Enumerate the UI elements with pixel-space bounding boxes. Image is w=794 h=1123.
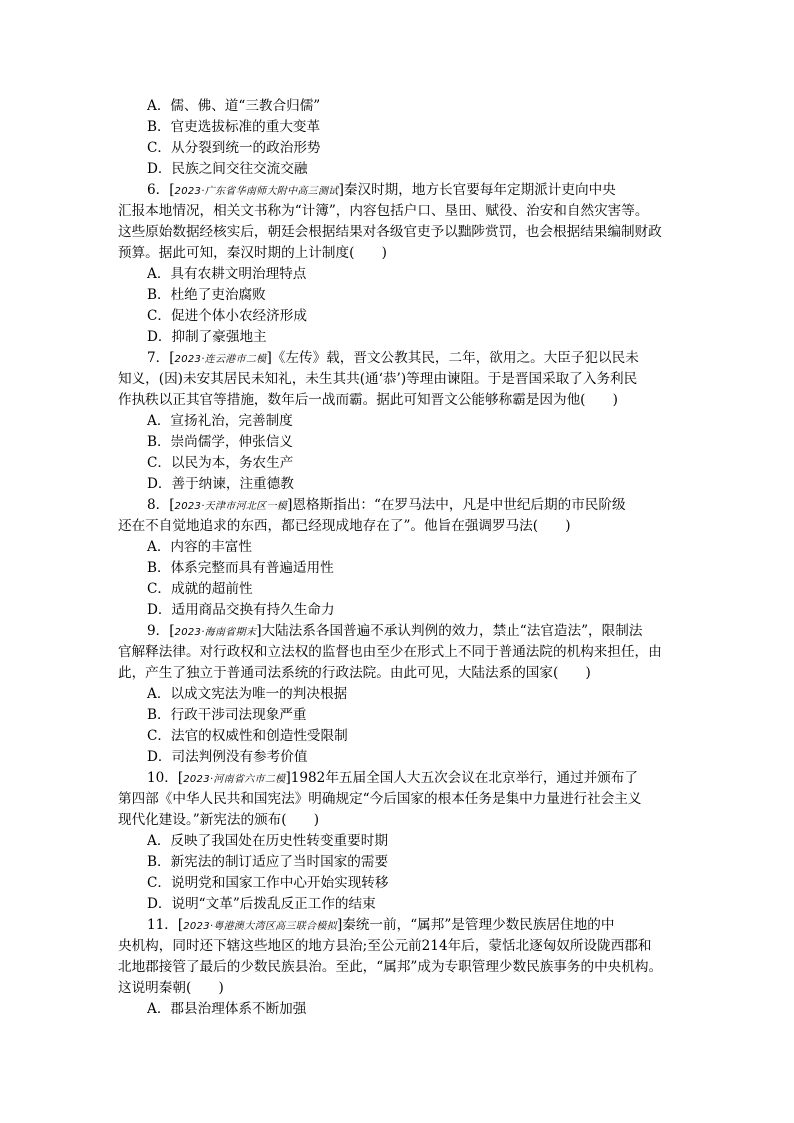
question-number: 8．[ <box>147 497 175 513</box>
option-a: A．具有农耕文明治理特点 <box>147 266 307 282</box>
question-10-line: 第四部《中华人民共和国宪法》明确规定“今后国家的根本任务是集中力量进行社会主义 <box>118 791 642 807</box>
question-source: 2023·粤港澳大湾区高三联合模拟 <box>183 921 337 932</box>
question-source: 2023·广东省华南师大附中高三测试 <box>174 186 339 197</box>
question-6-stem <box>147 180 616 202</box>
question-9-line: 此，产生了独立于普通司法系统的行政法院。由此可见，大陆法系的国家( ) <box>118 665 591 681</box>
option-c: C．从分裂到统一的政治形势 <box>147 140 321 156</box>
option-a: A．宣扬礼治，完善制度 <box>147 413 293 429</box>
option-a: A．内容的丰富性 <box>147 539 252 555</box>
question-7-stem <box>147 348 639 370</box>
option-b: B．体系完整而具有普遍适用性 <box>147 560 334 576</box>
question-6-line: 预算。据此可知，秦汉时期的上计制度( ) <box>118 245 387 261</box>
question-10-line: 现代化建设。”新宪法的颁布( ) <box>118 812 320 828</box>
option-b: B．杜绝了吏治腐败 <box>147 287 266 303</box>
option-d: D．民族之间交往交流交融 <box>147 161 308 177</box>
option-c: C．成就的超前性 <box>147 581 253 597</box>
option-a: A．儒、佛、道“三教合归儒” <box>147 98 321 114</box>
question-text: ]恩格斯指出：“在罗马法中，凡是中世纪后期的市民阶级 <box>287 497 626 513</box>
option-a: A．反映了我国处在历史性转变重要时期 <box>147 833 388 849</box>
option-b: B．新宪法的制订适应了当时国家的需要 <box>147 854 389 870</box>
option-b: B．崇尚儒学，伸张信义 <box>147 434 293 450</box>
question-source: 2023·天津市河北区一模 <box>174 501 288 512</box>
option-c: C．说明党和国家工作中心开始实现转移 <box>147 875 389 891</box>
question-7-line: 作执秩以正其官等措施，数年后一战而霸。据此可知晋文公能够称霸是因为他( ) <box>118 392 618 408</box>
question-11-line: 北地郡接管了最后的少数民族县治。至此，“属邦”成为专职管理少数民族事务的中央机构。 <box>118 959 663 975</box>
option-d: D．司法判例没有参考价值 <box>147 749 308 765</box>
question-9-stem <box>147 621 642 643</box>
question-6-line: 汇报本地情况，相关文书称为“计簿”，内容包括户口、垦田、赋役、治安和自然灾害等。 <box>118 203 649 219</box>
option-d: D．抑制了豪强地主 <box>147 329 267 345</box>
option-b: B．官吏选拔标准的重大变革 <box>147 119 321 135</box>
question-11-line: 央机构，同时还下辖这些地区的地方县治;至公元前214年后，蒙恬北逐匈奴所设陇西郡和 <box>118 938 652 954</box>
question-source: 2023·河南省六市二模 <box>183 774 286 785</box>
question-number: 6．[ <box>147 182 175 198</box>
question-source: 2023·海南省期末 <box>174 627 257 638</box>
question-text: ]1982年五届全国人大五次会议在北京举行，通过并颁布了 <box>285 770 638 786</box>
question-11-line: 这说明秦朝( ) <box>118 980 224 996</box>
option-a: A．郡县治理体系不断加强 <box>147 1001 307 1017</box>
option-a: A．以成文宪法为唯一的判决根据 <box>147 686 348 702</box>
question-text: ]秦汉时期，地方长官要每年定期派计吏向中央 <box>338 182 616 198</box>
question-text: ]秦统一前，“属邦”是管理少数民族居住地的中 <box>336 917 615 933</box>
question-number: 7．[ <box>147 350 175 366</box>
option-c: C．以民为本，务农生产 <box>147 455 294 471</box>
question-10-stem <box>147 768 638 790</box>
question-number: 10．[ <box>147 770 184 786</box>
question-source: 2023·连云港市二模 <box>174 354 267 365</box>
option-d: D．说明“文革”后拨乱反正工作的结束 <box>147 896 376 912</box>
option-d: D．善于纳谏，注重德教 <box>147 476 294 492</box>
question-7-line: 知义，(因)未安其居民未知礼，未生其共(通‘恭’)等理由谏阻。于是晋国采取了入务利民 <box>118 371 638 387</box>
option-d: D．适用商品交换有持久生命力 <box>147 602 335 618</box>
question-8-stem <box>147 495 626 517</box>
option-c: C．法官的权威性和创造性受限制 <box>147 728 348 744</box>
question-text: ]《左传》载，晋文公教其民，二年，欲用之。大臣子犯以民未 <box>266 350 639 366</box>
question-8-line: 还在不自觉地追求的东西，都已经现成地存在了”。他旨在强调罗马法( ) <box>118 518 571 534</box>
question-number: 9．[ <box>147 623 175 639</box>
question-number: 11．[ <box>147 917 184 933</box>
option-c: C．促进个体小农经济形成 <box>147 308 307 324</box>
question-11-stem <box>147 915 614 937</box>
question-9-line: 官解释法律。对行政权和立法权的监督也由至少在形式上不同于普通法院的机构来担任，由 <box>118 644 662 660</box>
option-b: B．行政干涉司法现象严重 <box>147 707 307 723</box>
question-text: ]大陆法系各国普遍不承认判例的效力，禁止“法官造法”，限制法 <box>256 623 643 639</box>
question-6-line: 这些原始数据经核实后，朝廷会根据结果对各级官吏予以黜陟赏罚，也会根据结果编制财政 <box>118 224 662 240</box>
